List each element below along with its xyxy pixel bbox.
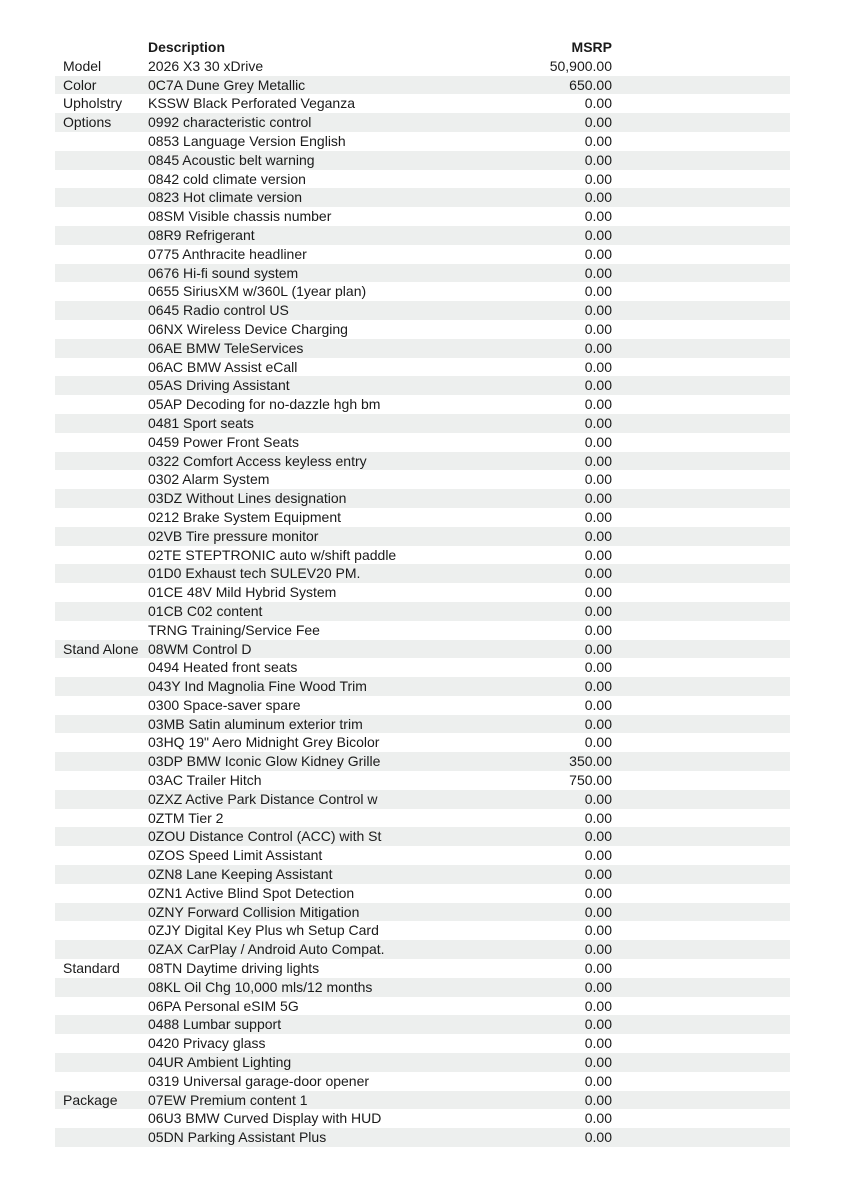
msrp-cell: 0.00 [584,151,612,168]
spacer-cell [612,264,790,283]
table-row [55,94,790,113]
msrp-cell: 0.00 [584,960,612,977]
msrp-cell: 50,900.00 [549,57,612,74]
spacer-cell [612,715,790,734]
description-cell: 0ZOU Distance Control (ACC) with St [148,828,382,845]
category-cell [55,132,148,151]
category-cell: Model [63,57,102,74]
table-row [55,1091,790,1110]
category-cell [55,978,148,997]
msrp-cell: 0.00 [584,1016,612,1033]
description-cell: 0645 Radio control US [148,302,289,319]
category-cell [55,170,148,189]
spacer-cell [612,1053,790,1072]
table-row [55,997,790,1016]
description-cell: 0ZJY Digital Key Plus wh Setup Card [148,922,379,939]
spacer-cell [612,903,790,922]
description-cell: 06AC BMW Assist eCall [148,358,298,375]
spacer-cell [612,846,790,865]
spacer-cell [612,677,790,696]
category-cell [55,508,148,527]
spacer-cell [612,1015,790,1034]
table-row [55,76,790,95]
table-row [55,546,790,565]
spacer-cell [612,339,790,358]
table-row [55,282,790,301]
spacer-cell [612,827,790,846]
spacer-cell [612,395,790,414]
spacer-cell [612,151,790,170]
table-row [55,527,790,546]
spacer-cell [612,997,790,1016]
description-cell: 0ZAX CarPlay / Android Auto Compat. [148,941,385,958]
spacer-cell [612,508,790,527]
description-cell: 0459 Power Front Seats [148,433,299,450]
msrp-cell: 0.00 [584,997,612,1014]
category-cell [55,752,148,771]
spacer-cell [612,583,790,602]
msrp-cell: 0.00 [584,884,612,901]
table-row [55,452,790,471]
msrp-cell: 0.00 [584,809,612,826]
description-cell: 2026 X3 30 xDrive [148,57,264,74]
spacer-cell [612,376,790,395]
spacer-cell [612,320,790,339]
description-cell: 0ZOS Speed Limit Assistant [148,847,323,864]
description-cell: 0842 cold climate version [148,170,306,187]
table-row [55,301,790,320]
description-cell: 06AE BMW TeleServices [148,339,304,356]
msrp-cell: 0.00 [584,114,612,131]
table-row [55,846,790,865]
table-row [55,959,790,978]
table-row [55,358,790,377]
msrp-cell: 0.00 [584,433,612,450]
table-row [55,188,790,207]
category-cell [55,602,148,621]
category-cell: Standard [63,960,120,977]
table-row [55,207,790,226]
spacer-cell [612,1034,790,1053]
category-cell [55,151,148,170]
spacer-cell [612,621,790,640]
table-row [55,1034,790,1053]
msrp-cell: 0.00 [584,1035,612,1052]
msrp-cell: 0.00 [584,508,612,525]
msrp-cell: 0.00 [584,471,612,488]
spacer-cell [612,132,790,151]
category-cell [55,940,148,959]
spacer-cell [612,1128,790,1147]
category-cell [55,546,148,565]
category-cell [55,564,148,583]
msrp-cell: 0.00 [584,715,612,732]
spacer-cell [612,94,790,113]
msrp-cell: 0.00 [584,132,612,149]
table-row [55,245,790,264]
table-row [55,733,790,752]
description-cell: 08KL Oil Chg 10,000 mls/12 months [148,978,373,995]
msrp-cell: 0.00 [584,941,612,958]
category-cell [55,527,148,546]
table-row [55,865,790,884]
msrp-cell: 0.00 [584,903,612,920]
table-row [55,57,790,76]
description-cell: 0322 Comfort Access keyless entry [148,452,367,469]
description-cell: 03AC Trailer Hitch [148,772,262,789]
category-cell [55,226,148,245]
description-cell: 05AP Decoding for no-dazzle hgh bm [148,396,381,413]
description-cell: 08TN Daytime driving lights [148,960,320,977]
category-cell [55,715,148,734]
msrp-cell: 0.00 [584,95,612,112]
description-cell: 0ZN8 Lane Keeping Assistant [148,866,333,883]
description-cell: 0420 Privacy glass [148,1035,266,1052]
description-cell: KSSW Black Perforated Veganza [148,95,355,112]
msrp-cell: 0.00 [584,978,612,995]
description-cell: 03HQ 19" Aero Midnight Grey Bicolor [148,734,380,751]
description-cell: 0212 Brake System Equipment [148,508,341,525]
category-cell [55,282,148,301]
msrp-cell: 0.00 [584,302,612,319]
msrp-cell: 0.00 [584,189,612,206]
msrp-cell: 0.00 [584,1072,612,1089]
description-cell: 0992 characteristic control [148,114,312,131]
table-row [55,640,790,659]
category-cell [55,658,148,677]
description-cell: 0488 Lumbar support [148,1016,282,1033]
msrp-cell: 0.00 [584,565,612,582]
msrp-cell: 0.00 [584,790,612,807]
category-cell [55,865,148,884]
category-cell [55,207,148,226]
price-table [55,38,790,1147]
price-table-body [55,57,790,1147]
description-cell: 01CB C02 content [148,602,263,619]
description-cell: 06U3 BMW Curved Display with HUD [148,1110,382,1127]
spacer-cell [612,452,790,471]
category-cell [55,884,148,903]
description-cell: 07EW Premium content 1 [148,1091,308,1108]
category-cell [55,320,148,339]
description-cell: 04UR Ambient Lighting [148,1054,292,1071]
description-cell: 0ZXZ Active Park Distance Control w [148,790,378,807]
table-row [55,677,790,696]
msrp-cell: 0.00 [584,1054,612,1071]
spacer-cell [612,470,790,489]
msrp-cell: 0.00 [584,358,612,375]
category-cell: Stand Alone [63,640,139,657]
category-cell [55,358,148,377]
description-cell: 01CE 48V Mild Hybrid System [148,584,337,601]
spacer-cell [612,226,790,245]
description-cell: 0775 Anthracite headliner [148,245,307,262]
table-row [55,320,790,339]
category-cell [55,188,148,207]
msrp-cell: 0.00 [584,452,612,469]
category-cell [55,245,148,264]
header-spacer-cell [612,38,790,57]
category-cell [55,1072,148,1091]
msrp-cell: 0.00 [584,734,612,751]
spacer-cell [612,809,790,828]
spacer-cell [612,640,790,659]
msrp-header: MSRP [571,39,612,55]
spacer-cell [612,1072,790,1091]
table-row [55,470,790,489]
description-cell: 03DP BMW Iconic Glow Kidney Grille [148,753,381,770]
description-cell: 0ZTM Tier 2 [148,809,224,826]
msrp-cell: 0.00 [584,584,612,601]
msrp-cell: 650.00 [569,76,612,93]
spacer-cell [612,170,790,189]
category-cell [55,733,148,752]
table-row [55,978,790,997]
description-cell: 0655 SiriusXM w/360L (1year plan) [148,283,367,300]
category-cell [55,489,148,508]
description-cell: 08SM Visible chassis number [148,208,332,225]
table-row [55,395,790,414]
description-cell: 0C7A Dune Grey Metallic [148,76,306,93]
spacer-cell [612,658,790,677]
spacer-cell [612,1091,790,1110]
table-row [55,339,790,358]
msrp-cell: 0.00 [584,621,612,638]
table-row [55,1128,790,1147]
table-row [55,508,790,527]
table-row [55,602,790,621]
msrp-cell: 0.00 [584,1129,612,1146]
spacer-cell [612,489,790,508]
category-cell [55,827,148,846]
spacer-cell [612,790,790,809]
msrp-cell: 350.00 [569,753,612,770]
spacer-cell [612,433,790,452]
description-cell: 0676 Hi-fi sound system [148,264,299,281]
description-cell: 05DN Parking Assistant Plus [148,1129,327,1146]
table-row [55,771,790,790]
spacer-cell [612,282,790,301]
msrp-cell: 0.00 [584,828,612,845]
spacer-cell [612,940,790,959]
table-header-row [55,38,790,57]
category-cell: Options [63,114,112,131]
msrp-cell: 0.00 [584,640,612,657]
category-cell [55,339,148,358]
description-cell: 0481 Sport seats [148,414,254,431]
category-cell [55,997,148,1016]
description-cell: 0ZN1 Active Blind Spot Detection [148,884,355,901]
description-cell: 0319 Universal garage-door opener [148,1072,370,1089]
msrp-cell: 0.00 [584,245,612,262]
table-row [55,752,790,771]
table-row [55,264,790,283]
category-cell [55,583,148,602]
msrp-cell: 0.00 [584,659,612,676]
table-row [55,226,790,245]
spacer-cell [612,884,790,903]
spacer-cell [612,865,790,884]
category-header-cell [55,38,148,57]
table-row [55,809,790,828]
msrp-cell: 0.00 [584,339,612,356]
table-row [55,1015,790,1034]
table-row [55,1109,790,1128]
msrp-cell: 0.00 [584,320,612,337]
description-cell: 08WM Control D [148,640,252,657]
spacer-cell [612,564,790,583]
description-cell: 0ZNY Forward Collision Mitigation [148,903,360,920]
description-cell: 03MB Satin aluminum exterior trim [148,715,363,732]
category-cell [55,264,148,283]
spacer-cell [612,358,790,377]
description-cell: 06PA Personal eSIM 5G [148,997,299,1014]
spacer-cell [612,978,790,997]
spacer-cell [612,546,790,565]
table-row [55,696,790,715]
category-cell: Color [63,76,97,93]
category-cell: Upholstry [63,95,123,112]
spacer-cell [612,113,790,132]
table-row [55,414,790,433]
spacer-cell [612,188,790,207]
spacer-cell [612,733,790,752]
msrp-cell: 0.00 [584,1110,612,1127]
category-cell [55,301,148,320]
category-cell [55,1034,148,1053]
table-row [55,827,790,846]
description-cell: 043Y Ind Magnolia Fine Wood Trim [148,678,367,695]
category-cell [55,621,148,640]
table-row [55,113,790,132]
category-cell [55,696,148,715]
table-row [55,940,790,959]
table-row [55,433,790,452]
msrp-cell: 0.00 [584,283,612,300]
description-cell: 01D0 Exhaust tech SULEV20 PM. [148,565,361,582]
spacer-cell [612,959,790,978]
table-row [55,376,790,395]
category-cell [55,1109,148,1128]
category-cell [55,809,148,828]
table-row [55,715,790,734]
description-cell: 03DZ Without Lines designation [148,490,347,507]
msrp-cell: 0.00 [584,847,612,864]
description-cell: 0300 Space-saver spare [148,696,301,713]
category-cell [55,433,148,452]
msrp-cell: 0.00 [584,546,612,563]
category-cell [55,376,148,395]
table-row [55,1053,790,1072]
spacer-cell [612,771,790,790]
description-header: Description [148,39,226,55]
table-row [55,790,790,809]
table-row [55,132,790,151]
table-row [55,170,790,189]
description-cell: 0853 Language Version English [148,132,346,149]
table-row [55,583,790,602]
msrp-cell: 0.00 [584,602,612,619]
spacer-cell [612,752,790,771]
category-cell [55,677,148,696]
description-cell: 02TE STEPTRONIC auto w/shift paddle [148,546,397,563]
msrp-cell: 0.00 [584,414,612,431]
description-cell: 0823 Hot climate version [148,189,303,206]
msrp-cell: 0.00 [584,208,612,225]
spacer-cell [612,414,790,433]
table-row [55,489,790,508]
msrp-cell: 0.00 [584,696,612,713]
spacer-cell [612,696,790,715]
table-row [55,1072,790,1091]
msrp-cell: 0.00 [584,678,612,695]
spacer-cell [612,527,790,546]
category-cell [55,414,148,433]
description-cell: 06NX Wireless Device Charging [148,320,348,337]
category-cell [55,921,148,940]
spacer-cell [612,301,790,320]
table-row [55,921,790,940]
description-cell: 0494 Heated front seats [148,659,298,676]
category-cell [55,790,148,809]
spacer-cell [612,76,790,95]
category-cell [55,903,148,922]
table-row [55,151,790,170]
category-cell [55,1128,148,1147]
category-cell [55,1015,148,1034]
table-row [55,564,790,583]
category-cell [55,771,148,790]
spacer-cell [612,207,790,226]
description-cell: 05AS Driving Assistant [148,377,290,394]
category-cell [55,846,148,865]
msrp-cell: 0.00 [584,170,612,187]
msrp-cell: 0.00 [584,396,612,413]
table-row [55,884,790,903]
spacer-cell [612,57,790,76]
spacer-cell [612,245,790,264]
spacer-cell [612,602,790,621]
description-cell: 0302 Alarm System [148,471,270,488]
description-cell: 08R9 Refrigerant [148,226,255,243]
spacer-cell [612,1109,790,1128]
msrp-cell: 0.00 [584,866,612,883]
description-cell: 02VB Tire pressure monitor [148,527,319,544]
spacer-cell [612,921,790,940]
msrp-cell: 0.00 [584,264,612,281]
category-cell [55,470,148,489]
description-cell: TRNG Training/Service Fee [148,621,320,638]
table-row [55,658,790,677]
msrp-cell: 0.00 [584,226,612,243]
table-row [55,903,790,922]
msrp-cell: 0.00 [584,527,612,544]
category-cell: Package [63,1091,118,1108]
msrp-cell: 0.00 [584,490,612,507]
msrp-cell: 0.00 [584,922,612,939]
msrp-cell: 0.00 [584,377,612,394]
msrp-cell: 0.00 [584,1091,612,1108]
category-cell [55,395,148,414]
category-cell [55,452,148,471]
description-cell: 0845 Acoustic belt warning [148,151,315,168]
category-cell [55,1053,148,1072]
msrp-cell: 750.00 [569,772,612,789]
table-row [55,621,790,640]
